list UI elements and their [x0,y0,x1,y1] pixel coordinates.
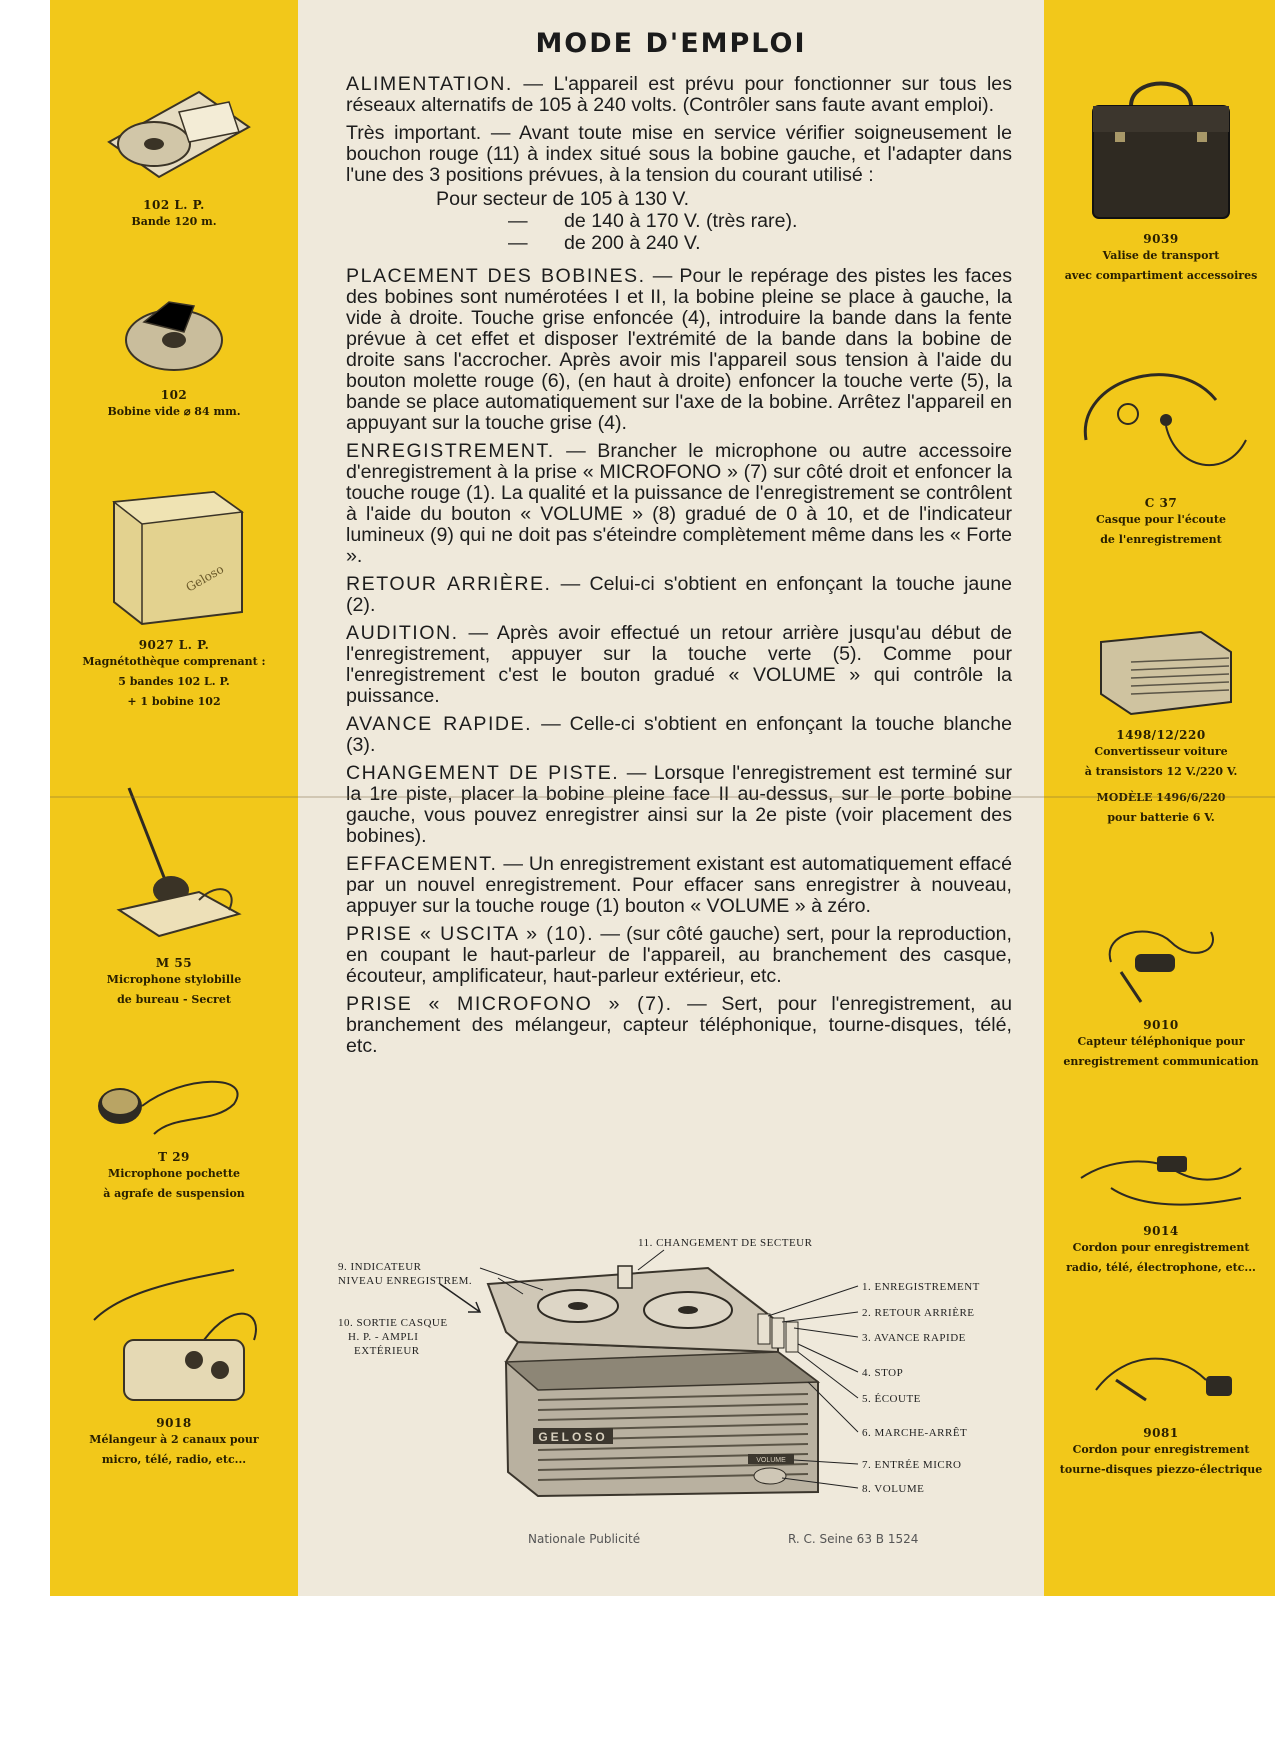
section-text: — Pour le repérage des pistes les faces des bobines sont numérotées I et II, la bobine pleine se place à gauche, la vide à droite. Touche grise enfoncée (4), introduire la bande dans la fente prévue à cet effet et disposer l'extrémité de la bande dans la bobine de droite sans l'accrocher. Après avoir mis l'appareil sous tension à l'aide du bouton molette rouge (6), (en haut à droite) enfoncer la touche verte (5), la bande se place automatiquement sur l'axe de la bobine. Arrêtez l'appareil en appuyant sur la touche grise (4). [346,265,1013,434]
section-heading: PRISE « USCITA » (10). [346,923,595,945]
carrying-case-icon [1081,76,1241,226]
pocket-microphone-icon [84,1064,264,1144]
accessory-pocket-microphone [64,1064,284,1204]
radio-cord-icon [1071,1138,1251,1218]
section-heading: CHANGEMENT DE PISTE. [346,762,620,784]
section-enregistrement [346,441,1012,567]
section-text: — Un enregistrement existant est automatiquement effacé par un nouvel enregistrement. Pour effacer sans enregistrer à nouveau, appuyer sur la touche rouge (1) bouton « VOLUME » à zéro. [346,853,1012,917]
accessory-desc: Microphone pochette [108,1167,240,1180]
converter-icon [1081,622,1241,722]
accessory-code: 1498/12/220 [1116,728,1206,742]
accessory-desc: à agrafe de suspension [103,1187,245,1200]
accessory-pen-microphone [64,780,284,1010]
tape-box-icon [89,72,259,192]
section-text: — Lorsque l'enregistrement est terminé sur la 1re piste, placer la bobine pleine face II au-dessus, sur le porte bobine gauche, vous pouvez enregistrer ainsi sur la 2e piste (voir placement des bobines). [346,762,1012,847]
accessory-code: 9014 [1143,1224,1179,1238]
voltage-list [346,188,1012,254]
section-text: — Après avoir effectué un retour arrière jusqu'au début de l'enregistrement, appuyer sur la touche verte (5). Comme pour l'enregistrement c'est le bouton gradué « VOLUME » qui contrôle la puissance. [346,622,1012,707]
section-text: — Brancher le microphone ou autre accessoire d'enregistrement à la prise « MICROFONO » (7) sur côté droit et enfoncer la touche rouge (1). La qualité et la puissance de l'enregistrement se contrôlent à l'aide du bouton « VOLUME » (8) gradué de 0 à 10, et de l'indicateur lumineux (9) qui ne doit pas s'éteindre complètement même dans les « Forte ». [346,440,1012,567]
accessory-desc: Capteur téléphonique pour [1077,1035,1245,1048]
callout-6: 6. MARCHE-ARRÊT [862,1427,968,1439]
accessory-desc: radio, télé, électrophone, etc... [1066,1261,1256,1274]
section-heading: PRISE « MICROFONO » (7). [346,993,673,1015]
section-important: Très important. — Avant toute mise en service vérifier soigneusement le bouchon rouge (11) à index situé sous la bobine gauche, et l'adapter dans l'une des 3 positions prévues, à la tension du courant utilisé : [346,122,1012,186]
accessory-desc: MODÈLE 1496/6/220 [1096,791,1226,804]
accessory-code: 9010 [1143,1018,1179,1032]
callout-2: 2. RETOUR ARRIÈRE [862,1307,975,1319]
callout-4: 4. STOP [862,1367,904,1379]
callout-9a: 9. INDICATEUR [338,1261,422,1273]
callout-1: 1. ENREGISTREMENT [862,1281,980,1293]
accessory-code: 9027 L. P. [138,638,210,652]
accessory-telephone-pickup [1054,922,1268,1072]
section-microfono [346,994,1012,1057]
voltage-dash: — [508,210,528,232]
section-placement [346,266,1012,434]
section-text: — Celle-ci s'obtient en enfonçant la touche blanche (3). [346,713,1012,756]
accessory-desc: Cordon pour enregistrement [1072,1241,1250,1254]
accessory-desc: pour batterie 6 V. [1107,811,1215,824]
section-changement [346,763,1012,847]
callout-10c: EXTÉRIEUR [354,1345,420,1357]
voltage-line [346,232,1012,254]
accessory-desc: de l'enregistrement [1100,533,1222,546]
accessory-desc: enregistrement communication [1063,1055,1259,1068]
callout-3: 3. AVANCE RAPIDE [862,1332,966,1344]
accessory-code: M 55 [155,956,193,970]
paper-fold-line [50,796,1275,798]
instruction-sheet [50,0,1275,1596]
accessory-desc: Cordon pour enregistrement [1072,1443,1250,1456]
accessory-tape-box [64,72,284,232]
accessory-desc: de bureau - Secret [117,993,231,1006]
accessory-desc: tourne-disques piezzo-électrique [1059,1463,1263,1476]
callout-9b: NIVEAU ENREGISTREM. [338,1275,473,1287]
accessory-desc: Magnétothèque comprenant : [82,655,266,668]
pen-microphone-icon [99,780,249,950]
section-text: — (sur côté gauche) sert, pour la reproduction, en coupant le haut-parleur de l'appareil, au branchement des casque, écouteur, amplificateur, haut-parleur extérieur, etc. [346,923,1012,987]
accessory-desc: Casque pour l'écoute [1096,513,1226,526]
accessory-desc: Convertisseur voiture [1094,745,1228,758]
footer-publisher: Nationale Publicité [528,1532,641,1546]
svg-text:Geloso: Geloso [183,561,227,595]
brand-label: GELOSO [538,1430,608,1444]
section-uscita [346,924,1012,987]
section-text: — Celui-ci s'obtient en enfonçant la touche jaune (2). [346,573,1013,616]
empty-reel-icon [114,292,234,382]
callout-7: 7. ENTRÉE MICRO [862,1459,962,1471]
callout-5: 5. ÉCOUTE [862,1393,921,1405]
page-title: MODE D'EMPLOI [535,28,807,59]
section-heading: PLACEMENT DES BOBINES. [346,265,646,287]
accessory-code: 9081 [1143,1426,1179,1440]
accessory-carrying-case [1054,76,1268,286]
accessory-code: T 29 [158,1150,190,1164]
callout-11: 11. CHANGEMENT DE SECTEUR [638,1237,813,1249]
mixer-icon [84,1260,264,1410]
section-alimentation [346,74,1012,116]
section-heading: AVANCE RAPIDE. [346,713,533,735]
section-heading: AUDITION. [346,622,459,644]
accessory-desc: Valise de transport [1102,249,1220,262]
voltage-line [346,210,1012,232]
tape-library-icon [94,472,254,632]
accessory-radio-cord [1054,1138,1268,1278]
accessory-desc: avec compartiment accessoires [1064,269,1258,282]
accessory-desc: Microphone stylobille [106,973,242,986]
accessory-desc: + 1 bobine 102 [127,695,221,708]
accessory-code: 9039 [1143,232,1179,246]
section-effacement [346,854,1012,917]
accessory-headset [1054,360,1268,550]
voltage-value: de 200 à 240 V. [564,232,701,254]
section-heading: ENREGISTREMENT. [346,440,555,462]
accessory-mixer [64,1260,284,1470]
accessory-desc: 5 bandes 102 L. P. [118,675,230,688]
accessory-desc: micro, télé, radio, etc... [101,1453,247,1466]
accessory-desc: Bobine vide ⌀ 84 mm. [107,405,241,418]
instructions-body [346,74,1012,1064]
accessory-turntable-cord [1054,1340,1268,1480]
turntable-cord-icon [1076,1340,1246,1420]
voltage-dash: — [508,232,528,254]
section-audition [346,623,1012,707]
accessory-tape-library [64,472,284,712]
section-text: — Sert, pour l'enregistrement, au branchement des mélangeur, capteur téléphonique, tourne-disques, télé, etc. [346,993,1012,1057]
section-retour [346,574,1012,616]
instructions-panel [298,0,1044,1596]
accessory-code: 102 L. P. [143,198,205,212]
headset-icon [1066,360,1256,490]
section-avance [346,714,1012,756]
volume-knob-label: VOLUME [756,1457,786,1464]
section-text: — L'appareil est prévu pour fonctionner sur tous les réseaux alternatifs de 105 à 240 volts. (Contrôler sans faute avant emploi). [346,73,1012,116]
voltage-line: Pour secteur de 105 à 130 V. [436,188,690,210]
voltage-value: de 140 à 170 V. (très rare). [564,210,798,232]
section-heading: RETOUR ARRIÈRE. [346,573,552,595]
accessory-code: C 37 [1144,496,1178,510]
accessory-desc: Mélangeur à 2 canaux pour [89,1433,259,1446]
tape-recorder-body [488,1266,818,1496]
callout-10a: 10. SORTIE CASQUE [338,1317,448,1329]
accessory-desc: Bande 120 m. [131,215,217,228]
accessory-desc: à transistors 12 V./220 V. [1084,765,1238,778]
section-heading: ALIMENTATION. [346,73,513,95]
footer-registration: R. C. Seine 63 B 1524 [788,1532,919,1546]
callout-8: 8. VOLUME [862,1483,925,1495]
callout-10b: H. P. - AMPLI [348,1331,419,1343]
accessory-code: 102 [160,388,188,402]
section-heading: EFFACEMENT. [346,853,498,875]
accessory-code: 9018 [156,1416,192,1430]
accessory-empty-reel [64,292,284,422]
telephone-pickup-icon [1091,922,1231,1012]
tape-recorder-diagram [338,1232,998,1512]
